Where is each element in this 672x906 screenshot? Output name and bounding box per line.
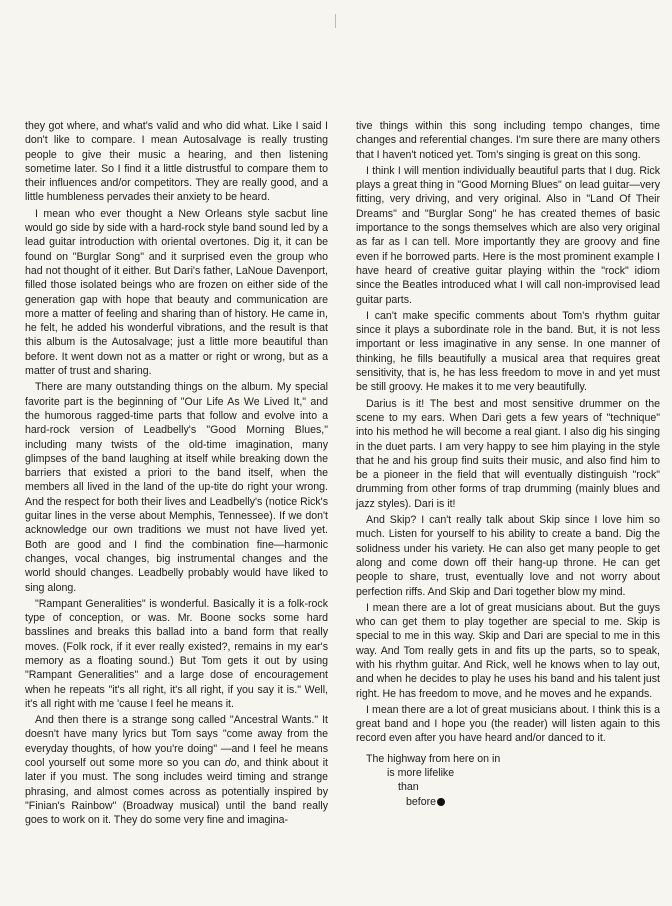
left-column xyxy=(25,119,328,828)
text-run: , and think about it later if you must. The song includes weird timing and strange phrasing, and almost comes across as potentially inspired by "Finian's Rainbow" (Broadway musical) until the band really goes to work on it. They do some very fine and imagina- xyxy=(25,757,328,827)
paragraph: I think I will mention individually beautiful parts that I dug. Rick plays a great thing in "Good Morning Blues" on lead guitar—very fitting, very driving, and very original. Also in "Land Of Their Dreams" and "Burglar Song" he has created themes of basic importance to the songs themselves which are also very original as far as I can tell. More importantly they are groovy and fine even if he borrowed parts. Here is the most prominent example I have heard of creative guitar playing within the "rock" idiom since the Beatles introduced what I will call non-improvised lead guitar parts. xyxy=(356,164,660,306)
paragraph: Darius is it! The best and most sensitive drummer on the scene to my ears. When Dari gets a few years of "technique" into his method he will become a real giant. I also dig his singing in the duet parts. I am very happy to see him playing in the style that he and his group find suits their music, and also find him to be a pioneer in the field that will eventually distinguish "rock" drumming from other forms of trap drumming (mainly blues and jazz styles). Dari is it! xyxy=(356,397,660,510)
emphasis: do xyxy=(224,757,237,770)
closing-verse xyxy=(366,752,660,809)
paragraph: I can't make specific comments about Tom's rhythm guitar since it plays a subordinate role in the band. But, it is not less important or less imaginative in any sense. In one manner of thinking, he fills beautifully a musical area that requires great sensitivity, that is, he has less freedom to move in and yet must be still groovy. He makes it to me very beautifully. xyxy=(356,309,660,394)
right-column xyxy=(356,119,660,809)
paragraph-continued: they got where, and what's valid and who did what. Like I said I don't like to compare. I mean Autosalvage is really trusting people to give their music a hearing, and then listening sometime later. So I find it a little distrustful to compare them to their influences and/or competitors. They are really good, and a little humbleness pervades their anxiety to be heard. xyxy=(25,120,328,204)
end-mark-icon xyxy=(437,798,445,806)
paragraph: I mean who ever thought a New Orleans style sacbut line would go side by side with a hard-rock style band sound led by a lead guitar introduction with oriental overtones. Dig it, it can be found on "Burglar Song" and it surprised even the group who had not thought of it either. But Dari's father, LaNoue Davenport, filled those isolated beings who are frozen on either side of the generation gap with hope that beauty and communication are more a matter of feeling and sharing than of history. He came in, he felt, he added his wonderful vibrations, and the result is that this album is the Autosalvage; just a little more beautiful than before. It went down not as a matter or right or wrong, but as a matter of trust and sharing. xyxy=(25,207,328,378)
paragraph: I mean there are a lot of great musicians about. I think this is a great band and I hope you (the reader) will listen again to this record even after you have heard and/or danced to it. xyxy=(356,703,660,745)
text-run: And then there is a strange song called "Ancestral Wants." It doesn't have many lyrics but Tom says "come away from the everyday thoughts, of how you're doing" —and I feel he means cool yourself out some more so you can xyxy=(25,714,328,770)
verse-line: than xyxy=(398,781,419,794)
paragraph: There are many outstanding things on the album. My special favorite part is the beginning of "Our Life As We Lived It," and the humorous ragged-time parts that follow and evolve into a hard-rock version of Leadbelly's "Good Morning Blues," including many twists of the old-time imagination, many glimpses of the band laughing at itself while breaking down the barriers that existed a priori to the band itself, when the members all lived in the land of the up-tite do right your wrong. And the respect for both their lives and Leadbelly's (notice Rick's guitar lines in the verse about Memphis, Tennessee). If we don't acknowledge our own traditions we must not have lived yet. Both are good and I find the combination fine—harmonic changes, vocal changes, big instrumental changes and the world should changes. Leadbelly probably would have liked to sing along. xyxy=(25,381,328,594)
paragraph: I mean there are a lot of great musicians about. But the guys who can get them to play together are special to me. Skip is special to me in this way. Skip and Dari are special to me in this way. And Tom really gets in and fits up the parts, so to speak, with his rhythm guitar. And Rick, well he knows when to lay out, and when he decides to play he uses his band and his talent just right. He has freedom to move, and he moves and he expands. xyxy=(356,601,660,700)
paragraph-continued: tive things within this song including tempo changes, time changes and referential changes. I'm sure there are many others that I haven't noticed yet. Tom's singing is great on this song. xyxy=(356,120,660,161)
verse-line: is more lifelike xyxy=(387,767,455,780)
verse-line: before xyxy=(406,795,437,808)
verse-line: The highway from here on in xyxy=(366,752,501,765)
paragraph: "Rampant Generalities" is wonderful. Basically it is a folk-rock type of conception, or was. Mr. Boone socks some hard basslines and breaks this ballad into a band form that really moves. (Folk rock, if it ever really existed?, remains in my ear's memory as a floating sound.) But Tom gets it out by using "Rampant Generalities" and a large dose of encouragement when he repeats "it's all right, it's all right, if you say it is." Well, it's all right with me 'cause I feel he means it. xyxy=(25,597,328,710)
paragraph: And Skip? I can't really talk about Skip since I love him so much. Listen for yourself to his ability to create a band. Dig the solidness under his variety. He can also get many people to get along and come down off their hang-up throne. He can get people to share, trust, eventually love and not worry about perfection riffs. And Skip and Dari together blow my mind. xyxy=(356,514,660,598)
paragraph xyxy=(25,713,328,827)
verse-line-end xyxy=(366,795,660,809)
binding-mark xyxy=(335,14,336,28)
